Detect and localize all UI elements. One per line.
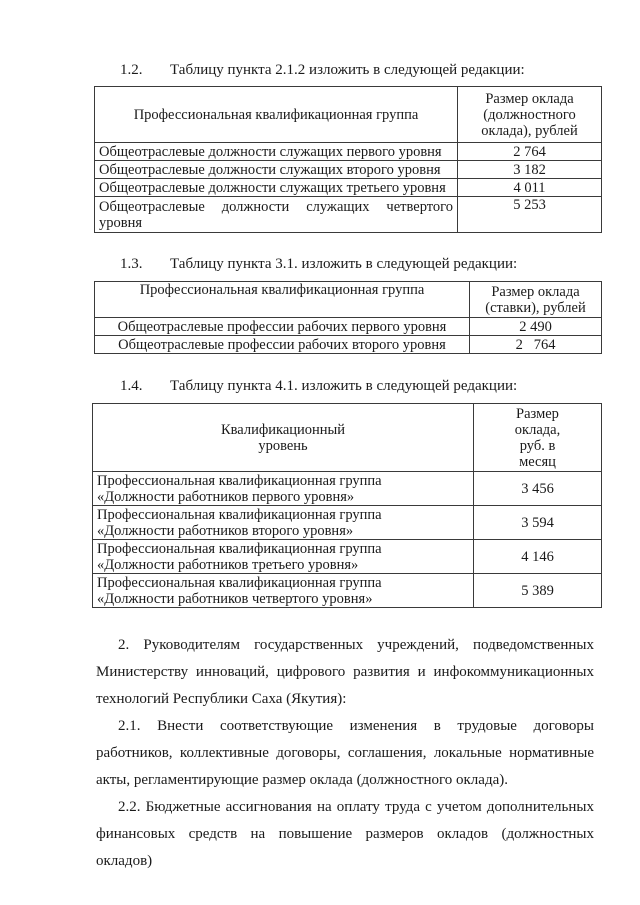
table-row bbox=[93, 506, 602, 540]
row-name-line: Профессиональная квалификационная группа bbox=[97, 540, 382, 557]
row-value: 4 011 bbox=[458, 179, 602, 197]
row-name-line: уровня bbox=[99, 214, 143, 231]
header-line: Размер bbox=[516, 405, 559, 422]
section-text: Таблицу пункта 4.1. изложить в следующей редакции: bbox=[170, 378, 518, 394]
row-name-line: «Должности работников второго уровня» bbox=[97, 522, 354, 539]
section-number: 1.3. bbox=[120, 256, 143, 272]
section-1-2-heading bbox=[120, 62, 525, 79]
table-row bbox=[95, 143, 602, 161]
section-text: Таблицу пункта 2.1.2 изложить в следующей редакции: bbox=[170, 62, 525, 78]
header-line: (ставки), рублей bbox=[485, 299, 586, 316]
header-line: Квалификационный bbox=[220, 421, 346, 438]
row-name-line: Общеотраслевые должности служащих четвертого bbox=[99, 198, 453, 215]
section-number: 1.4. bbox=[120, 378, 143, 394]
table-row bbox=[93, 472, 602, 506]
table-row bbox=[95, 197, 602, 233]
table-row bbox=[95, 161, 602, 179]
row-name: Общеотраслевые должности служащих первого уровня bbox=[95, 143, 458, 161]
row-name: Общеотраслевые профессии рабочих второго уровня bbox=[95, 336, 470, 354]
col-header-salary bbox=[458, 87, 602, 143]
row-value: 3 456 bbox=[474, 472, 602, 506]
header-line: оклада), рублей bbox=[481, 122, 578, 139]
row-name bbox=[95, 197, 458, 233]
col-header-level bbox=[93, 404, 474, 472]
col-header-group: Профессиональная квалификационная группа bbox=[95, 282, 470, 318]
table-row bbox=[93, 574, 602, 608]
row-value: 2 764 bbox=[470, 336, 602, 354]
col-header-salary bbox=[470, 282, 602, 318]
row-value: 2 490 bbox=[470, 318, 602, 336]
row-name bbox=[93, 540, 474, 574]
row-name: Общеотраслевые должности служащих третьего уровня bbox=[95, 179, 458, 197]
table-header-row bbox=[95, 282, 602, 318]
paragraph-2-2: 2.2. Бюджетные ассигнования на оплату труда с учетом дополнительных финансовых средств на повышение размеров окладов (должностных окладов) bbox=[96, 799, 594, 869]
table-row bbox=[95, 318, 602, 336]
row-name-line: Профессиональная квалификационная группа bbox=[97, 506, 382, 523]
row-name-line: «Должности работников четвертого уровня» bbox=[97, 590, 373, 607]
section-text: Таблицу пункта 3.1. изложить в следующей редакции: bbox=[170, 256, 518, 272]
row-name-line: Профессиональная квалификационная группа bbox=[97, 472, 382, 489]
header-line: оклада, bbox=[514, 421, 561, 438]
section-1-3-heading bbox=[120, 256, 517, 273]
row-name bbox=[93, 506, 474, 540]
paragraph-2: 2. Руководителям государственных учреждений, подведомственных Министерству инноваций, цифрового развития и инфокоммуникационных технологий Республики Саха (Якутия): bbox=[96, 637, 594, 707]
table-2-1-2 bbox=[94, 86, 602, 233]
row-value: 5 253 bbox=[458, 197, 602, 233]
row-name-line: «Должности работников первого уровня» bbox=[97, 488, 355, 505]
section-1-4-heading bbox=[120, 378, 517, 395]
header-line: уровень bbox=[258, 437, 308, 454]
table-3-1 bbox=[94, 281, 602, 354]
row-name: Общеотраслевые должности служащих второго уровня bbox=[95, 161, 458, 179]
row-name bbox=[93, 574, 474, 608]
row-value: 4 146 bbox=[474, 540, 602, 574]
row-name: Общеотраслевые профессии рабочих первого уровня bbox=[95, 318, 470, 336]
header-line: Размер оклада bbox=[485, 90, 574, 107]
table-row bbox=[95, 336, 602, 354]
header-line: (должностного bbox=[483, 106, 576, 123]
table-header-row bbox=[93, 404, 602, 472]
row-name-line: «Должности работников третьего уровня» bbox=[97, 556, 359, 573]
header-line: Размер оклада bbox=[491, 283, 580, 300]
row-value: 3 594 bbox=[474, 506, 602, 540]
section-number: 1.2. bbox=[120, 62, 143, 78]
col-header-salary bbox=[474, 404, 602, 472]
row-value: 3 182 bbox=[458, 161, 602, 179]
col-header-group: Профессиональная квалификационная группа bbox=[95, 87, 458, 143]
row-name bbox=[93, 472, 474, 506]
table-row bbox=[93, 540, 602, 574]
row-value: 2 764 bbox=[458, 143, 602, 161]
header-line: руб. в bbox=[519, 437, 556, 454]
row-value: 5 389 bbox=[474, 574, 602, 608]
paragraph-2-1: 2.1. Внести соответствующие изменения в трудовые договоры работников, коллективные договоры, соглашения, локальные нормативные акты, регламентирующие размер оклада (должностного оклада). bbox=[96, 718, 594, 788]
row-name-line: Профессиональная квалификационная группа bbox=[97, 574, 382, 591]
header-line: месяц bbox=[519, 453, 556, 470]
table-header-row bbox=[95, 87, 602, 143]
table-row bbox=[95, 179, 602, 197]
table-4-1 bbox=[92, 403, 602, 608]
